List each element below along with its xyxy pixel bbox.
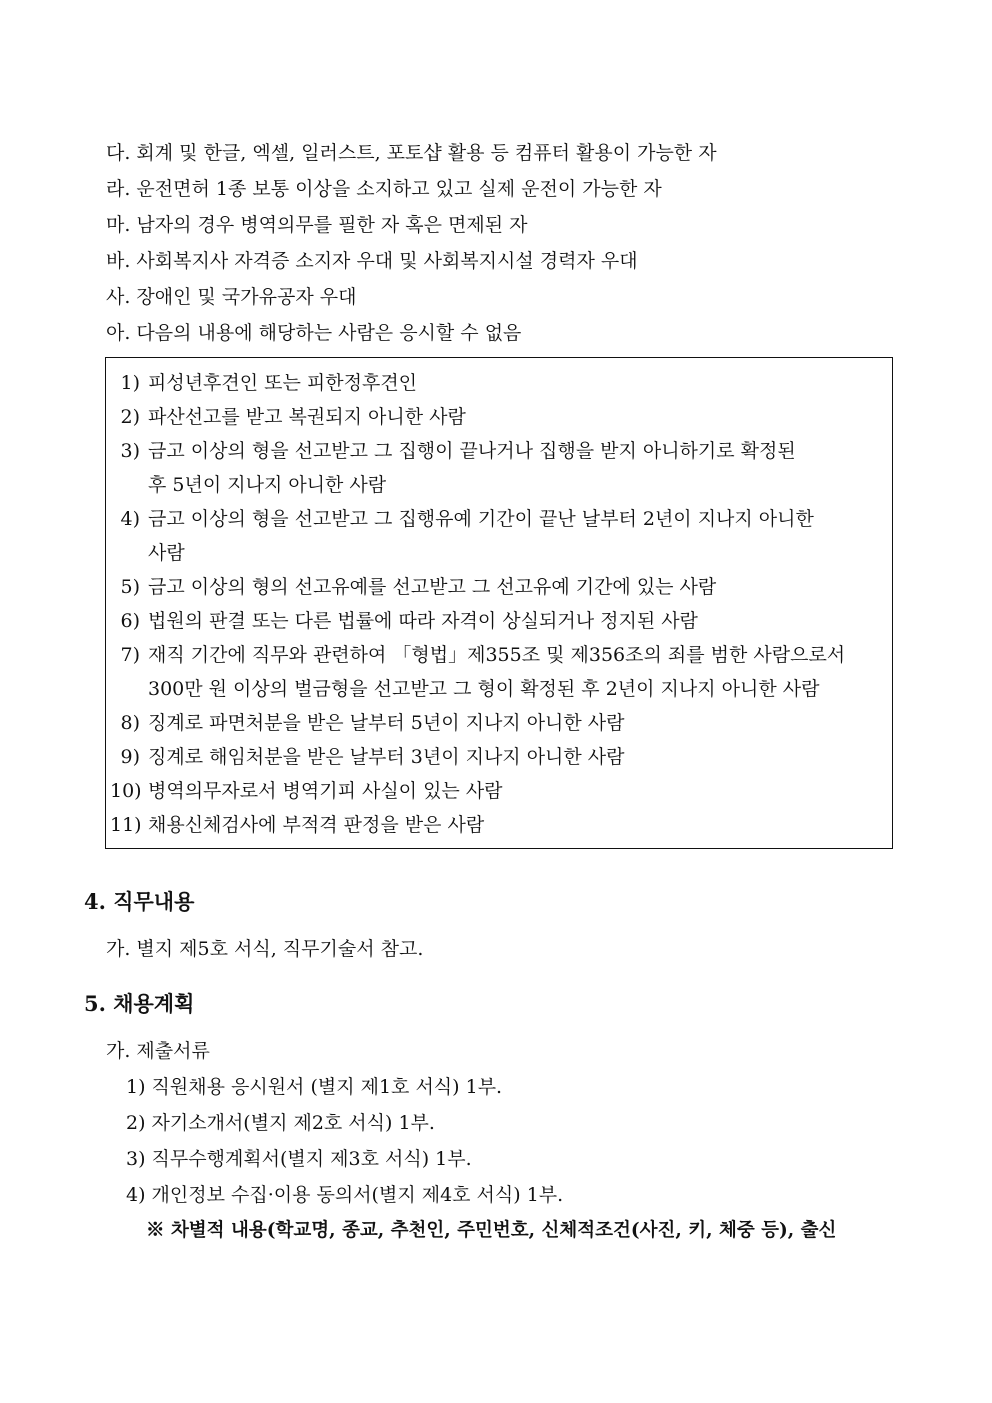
item-text: 채용신체검사에 부적격 판정을 받은 사람: [148, 814, 485, 836]
section-5-heading: 5. 채용계획: [84, 991, 195, 1016]
item-text: 징계로 파면처분을 받은 날부터 5년이 지나지 아니한 사람: [148, 712, 625, 734]
disqualification-item: [110, 710, 625, 736]
disqualification-item: [110, 404, 466, 430]
item-text: 금고 이상의 형을 선고받고 그 집행이 끝나거나 집행을 받지 아니하기로 확정된: [148, 440, 796, 462]
item-text: 피성년후견인 또는 피한정후견인: [148, 372, 418, 394]
qualification-item: 바. 사회복지사 자격증 소지자 우대 및 사회복지시설 경력자 우대: [106, 250, 638, 272]
item-number: 8): [120, 712, 140, 734]
item-number: 3): [120, 440, 140, 462]
item-number: 2): [120, 406, 140, 428]
item-number: 9): [120, 746, 140, 768]
document-item: 2) 자기소개서(별지 제2호 서식) 1부.: [126, 1112, 435, 1134]
item-text: 금고 이상의 형의 선고유예를 선고받고 그 선고유예 기간에 있는 사람: [148, 576, 717, 598]
qualification-item: 사. 장애인 및 국가유공자 우대: [106, 286, 357, 308]
qualification-item: 아. 다음의 내용에 해당하는 사람은 응시할 수 없음: [106, 322, 522, 344]
disqualification-item-continuation: 사람: [148, 542, 185, 564]
disqualification-item: [110, 778, 503, 804]
item-text: 파산선고를 받고 복권되지 아니한 사람: [148, 406, 466, 428]
disqualification-item: [110, 642, 845, 668]
item-number: 1): [120, 372, 140, 394]
item-number: 4): [120, 508, 140, 530]
item-number: 10): [110, 780, 142, 802]
disqualification-item: [110, 608, 698, 634]
qualification-item: 다. 회계 및 한글, 엑셀, 일러스트, 포토샵 활용 등 컴퓨터 활용이 가능한 자: [106, 142, 717, 164]
item-text: 징계로 해임처분을 받은 날부터 3년이 지나지 아니한 사람: [148, 746, 625, 768]
section-5-item: 가. 제출서류: [106, 1040, 210, 1062]
disqualification-box: [105, 357, 893, 849]
document-item: 4) 개인정보 수집·이용 동의서(별지 제4호 서식) 1부.: [126, 1184, 564, 1206]
disqualification-item: [110, 506, 814, 532]
disqualification-item-continuation: 후 5년이 지나지 아니한 사람: [148, 474, 387, 496]
section-4-heading: 4. 직무내용: [84, 889, 195, 914]
section-4-item: 가. 별지 제5호 서식, 직무기술서 참고.: [106, 938, 424, 960]
document-item: 3) 직무수행계획서(별지 제3호 서식) 1부.: [126, 1148, 472, 1170]
item-number: 5): [120, 576, 140, 598]
item-text: 병역의무자로서 병역기피 사실이 있는 사람: [148, 780, 503, 802]
disqualification-item-continuation: 300만 원 이상의 벌금형을 선고받고 그 형이 확정된 후 2년이 지나지 아니한 사람: [148, 678, 820, 700]
item-text: 법원의 판결 또는 다른 법률에 따라 자격이 상실되거나 정지된 사람: [148, 610, 698, 632]
qualification-item: 마. 남자의 경우 병역의무를 필한 자 혹은 면제된 자: [106, 214, 528, 236]
disqualification-item: [110, 574, 716, 600]
item-number: 7): [120, 644, 140, 666]
item-number: 6): [120, 610, 140, 632]
document-item: 1) 직원채용 응시원서 (별지 제1호 서식) 1부.: [126, 1076, 503, 1098]
disqualification-item: [110, 744, 625, 770]
discrimination-note: ※ 차별적 내용(학교명, 종교, 추천인, 주민번호, 신체적조건(사진, 키, 체중 등), 출신: [146, 1220, 837, 1241]
disqualification-item: [110, 438, 796, 464]
disqualification-item: [110, 370, 417, 396]
item-text: 재직 기간에 직무와 관련하여 「형법」제355조 및 제356조의 죄를 범한 사람으로서: [148, 644, 846, 666]
disqualification-item: [110, 812, 484, 838]
item-number: 11): [110, 814, 142, 836]
qualification-item: 라. 운전면허 1종 보통 이상을 소지하고 있고 실제 운전이 가능한 자: [106, 178, 662, 200]
item-text: 금고 이상의 형을 선고받고 그 집행유예 기간이 끝난 날부터 2년이 지나지 아니한: [148, 508, 814, 530]
